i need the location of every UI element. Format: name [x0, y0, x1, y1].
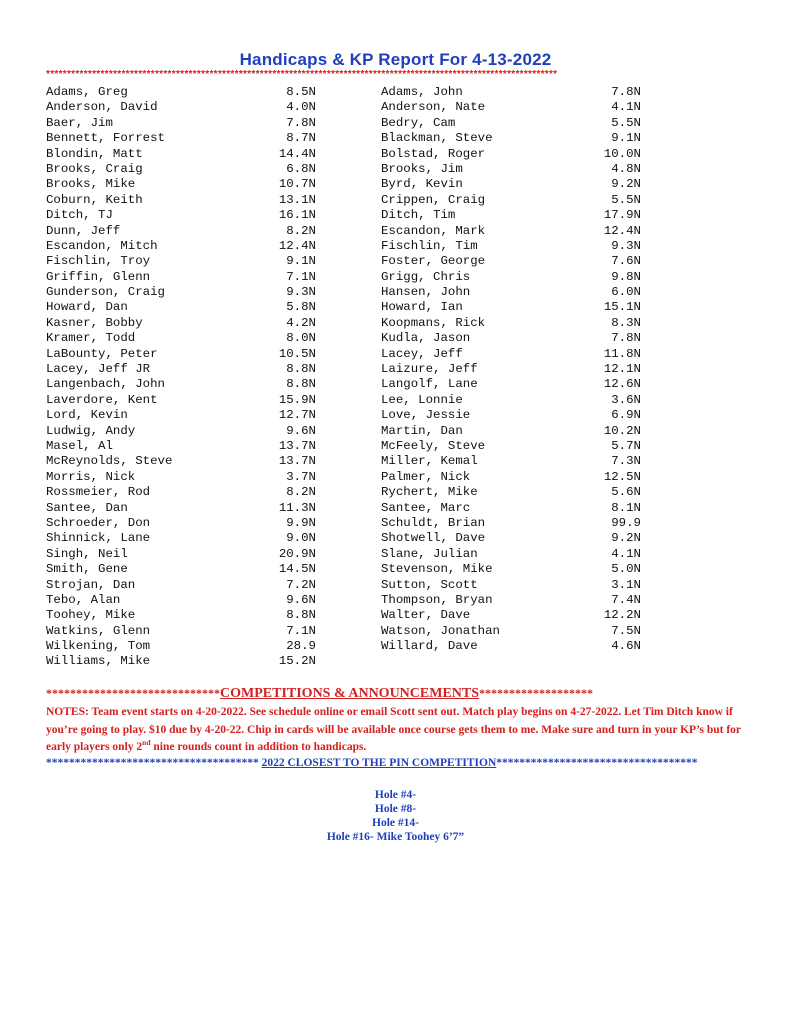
- player-name: Anderson, Nate: [381, 100, 486, 115]
- player-name: Blondin, Matt: [46, 146, 143, 161]
- player-name: Hansen, John: [381, 285, 471, 300]
- player-row: [381, 501, 651, 516]
- player-handicap: 9.2N: [611, 177, 641, 192]
- player-handicap: 5.0N: [611, 562, 641, 577]
- player-row: [46, 470, 316, 485]
- player-row: [46, 639, 316, 654]
- player-row: [381, 547, 651, 562]
- kp-hole-entry: Hole #14-: [372, 817, 419, 829]
- star-divider-top: **************************************************************************************************************************: [46, 69, 558, 80]
- player-name: Tebo, Alan: [46, 592, 121, 607]
- player-name: Singh, Neil: [46, 546, 128, 561]
- player-name: Langenbach, John: [46, 377, 165, 392]
- player-name: Strojan, Dan: [46, 577, 136, 592]
- player-name: Brooks, Craig: [46, 161, 143, 176]
- player-row: [381, 270, 651, 285]
- player-name: Willard, Dave: [381, 639, 478, 654]
- player-row: [46, 608, 316, 623]
- player-name: Lord, Kevin: [46, 408, 128, 423]
- player-handicap: 8.8N: [286, 608, 316, 623]
- player-row: [46, 193, 316, 208]
- player-name: Kramer, Todd: [46, 331, 136, 346]
- player-row: [381, 562, 651, 577]
- player-name: Koopmans, Rick: [381, 315, 486, 330]
- player-row: [46, 147, 316, 162]
- player-row: [381, 254, 651, 269]
- player-row: [46, 362, 316, 377]
- player-handicap: 9.3N: [611, 238, 641, 253]
- player-name: Brooks, Jim: [381, 161, 463, 176]
- player-handicap: 10.7N: [278, 177, 316, 192]
- player-row: [381, 100, 651, 115]
- kp-hole-entry: Hole #4-: [374, 789, 417, 801]
- player-handicap: 12.7N: [278, 408, 316, 423]
- player-name: Howard, Dan: [46, 300, 128, 315]
- player-name: Brooks, Mike: [46, 177, 136, 192]
- player-handicap: 28.9: [286, 639, 316, 654]
- player-name: Grigg, Chris: [381, 269, 471, 284]
- player-row: [46, 578, 316, 593]
- player-handicap: 8.8N: [286, 362, 316, 377]
- player-row: [46, 562, 316, 577]
- player-name: Adams, Greg: [46, 85, 128, 99]
- player-handicap: 9.9N: [286, 515, 316, 530]
- player-row: [46, 485, 316, 500]
- player-name: Baer, Jim: [46, 115, 113, 130]
- player-row: [46, 501, 316, 516]
- player-name: Rossmeier, Rod: [46, 485, 151, 500]
- player-name: Blackman, Steve: [381, 131, 493, 146]
- player-row: [381, 624, 651, 639]
- player-row: [46, 531, 316, 546]
- player-handicap: 5.5N: [611, 192, 641, 207]
- player-handicap: 5.5N: [611, 115, 641, 130]
- player-name: Howard, Ian: [381, 300, 463, 315]
- player-handicap: 7.5N: [611, 623, 641, 638]
- player-name: Slane, Julian: [381, 546, 478, 561]
- player-row: [46, 347, 316, 362]
- player-handicap: 7.6N: [611, 254, 641, 269]
- player-name: Langolf, Lane: [381, 377, 478, 392]
- player-handicap: 4.0N: [286, 100, 316, 115]
- player-handicap: 11.3N: [278, 500, 316, 515]
- player-name: Palmer, Nick: [381, 469, 471, 484]
- player-row: [46, 316, 316, 331]
- player-row: [381, 454, 651, 469]
- player-handicap: 8.8N: [286, 377, 316, 392]
- player-name: Sutton, Scott: [381, 577, 478, 592]
- player-handicap: 9.0N: [286, 531, 316, 546]
- player-name: Lacey, Jeff: [381, 346, 463, 361]
- player-row: [46, 424, 316, 439]
- player-handicap: 10.5N: [278, 346, 316, 361]
- player-handicap: 4.1N: [611, 100, 641, 115]
- player-row: [46, 177, 316, 192]
- player-name: Fischlin, Tim: [381, 238, 478, 253]
- player-name: Thompson, Bryan: [381, 592, 493, 607]
- player-row: [381, 608, 651, 623]
- report-title: Handicaps & KP Report For 4-13-2022: [239, 50, 552, 69]
- player-row: [46, 331, 316, 346]
- player-handicap: 12.5N: [603, 469, 641, 484]
- player-row: [46, 208, 316, 223]
- player-handicap: 12.2N: [603, 608, 641, 623]
- player-handicap: 16.1N: [278, 208, 316, 223]
- player-row: [46, 516, 316, 531]
- player-row: [46, 408, 316, 423]
- player-handicap: 9.2N: [611, 531, 641, 546]
- player-handicap: 7.3N: [611, 454, 641, 469]
- player-row: [381, 516, 651, 531]
- player-handicap: 3.7N: [286, 469, 316, 484]
- player-name: Ditch, Tim: [381, 208, 456, 223]
- player-row: [381, 424, 651, 439]
- player-name: Ditch, TJ: [46, 208, 113, 223]
- player-handicap: 12.4N: [603, 223, 641, 238]
- player-handicap: 4.6N: [611, 639, 641, 654]
- player-handicap: 14.5N: [278, 562, 316, 577]
- player-name: McReynolds, Steve: [46, 454, 173, 469]
- player-row: [381, 208, 651, 223]
- player-name: Gunderson, Craig: [46, 285, 165, 300]
- player-row: [46, 85, 316, 100]
- player-row: [46, 116, 316, 131]
- player-handicap: 7.8N: [611, 331, 641, 346]
- player-row: [46, 224, 316, 239]
- player-name: Rychert, Mike: [381, 485, 478, 500]
- player-handicap: 20.9N: [278, 546, 316, 561]
- kp-competition-header: [46, 756, 766, 771]
- player-name: Shinnick, Lane: [46, 531, 151, 546]
- player-name: Laverdore, Kent: [46, 392, 158, 407]
- player-name: Laizure, Jeff: [381, 362, 478, 377]
- player-row: [46, 300, 316, 315]
- player-row: [381, 300, 651, 315]
- player-row: [381, 408, 651, 423]
- player-row: [381, 393, 651, 408]
- player-row: [381, 116, 651, 131]
- player-row: [381, 285, 651, 300]
- player-handicap: 4.8N: [611, 161, 641, 176]
- player-handicap: 9.3N: [286, 285, 316, 300]
- player-row: [46, 624, 316, 639]
- player-name: Bedry, Cam: [381, 115, 456, 130]
- player-name: Schroeder, Don: [46, 515, 151, 530]
- notes-text-part-2: nine rounds count in addition to handicaps.: [150, 741, 367, 753]
- player-handicap: 15.9N: [278, 392, 316, 407]
- player-name: Love, Jessie: [381, 408, 471, 423]
- player-name: Stevenson, Mike: [381, 562, 493, 577]
- kp-hole-entry: Hole #16- Mike Toohey 6’7”: [326, 831, 465, 843]
- player-row: [381, 147, 651, 162]
- player-name: Watson, Jonathan: [381, 623, 500, 638]
- player-handicap: 7.1N: [286, 269, 316, 284]
- player-name: Foster, George: [381, 254, 486, 269]
- player-row: [46, 254, 316, 269]
- player-row: [381, 485, 651, 500]
- player-handicap: 13.7N: [278, 454, 316, 469]
- player-row: [46, 439, 316, 454]
- player-name: Miller, Kemal: [381, 454, 478, 469]
- player-row: [46, 593, 316, 608]
- player-name: McFeely, Steve: [381, 438, 486, 453]
- player-name: Coburn, Keith: [46, 192, 143, 207]
- kp-stars-right: ***********************************: [496, 757, 698, 769]
- player-handicap: 7.2N: [286, 577, 316, 592]
- player-row: [46, 100, 316, 115]
- kp-stars-left: *************************************: [46, 757, 259, 769]
- player-name: Shotwell, Dave: [381, 531, 486, 546]
- player-handicap: 10.0N: [603, 146, 641, 161]
- player-name: Lee, Lonnie: [381, 392, 463, 407]
- player-name: Smith, Gene: [46, 562, 128, 577]
- player-name: Santee, Dan: [46, 500, 128, 515]
- player-handicap: 8.3N: [611, 315, 641, 330]
- player-handicap: 9.1N: [286, 254, 316, 269]
- player-row: [46, 377, 316, 392]
- player-name: Crippen, Craig: [381, 192, 486, 207]
- player-name: Watkins, Glenn: [46, 623, 151, 638]
- player-row: [46, 454, 316, 469]
- player-handicap: 4.1N: [611, 546, 641, 561]
- player-handicap: 15.1N: [603, 300, 641, 315]
- player-name: Bolstad, Roger: [381, 146, 486, 161]
- player-row: [381, 162, 651, 177]
- player-handicap: 7.4N: [611, 592, 641, 607]
- handicap-list-left: [46, 85, 316, 670]
- player-row: [381, 531, 651, 546]
- notes-text-part-1: NOTES: Team event starts on 4-20-2022. See schedule online or email Scott sent out. Match play begins on 4-27-2022. Let Tim Ditch know if you’re going to play. $10 due by 4-20-22. Chip in cards will be available once course gets them to me. Make sure and turn in your KP’s but for early players only 2: [46, 706, 741, 753]
- player-row: [46, 270, 316, 285]
- player-row: [46, 393, 316, 408]
- notes-paragraph: [46, 704, 761, 757]
- player-name: Byrd, Kevin: [381, 177, 463, 192]
- player-row: [381, 362, 651, 377]
- player-handicap: 8.7N: [286, 131, 316, 146]
- player-name: Kudla, Jason: [381, 331, 471, 346]
- player-row: [381, 85, 651, 100]
- competitions-header: [46, 686, 766, 701]
- player-handicap: 7.8N: [286, 115, 316, 130]
- player-handicap: 3.1N: [611, 577, 641, 592]
- player-row: [46, 547, 316, 562]
- notes-superscript: nd: [142, 738, 151, 748]
- player-handicap: 8.5N: [286, 85, 316, 99]
- player-row: [381, 593, 651, 608]
- player-handicap: 15.2N: [278, 654, 316, 669]
- player-handicap: 6.9N: [611, 408, 641, 423]
- player-handicap: 6.0N: [611, 285, 641, 300]
- player-name: Griffin, Glenn: [46, 269, 151, 284]
- player-row: [381, 439, 651, 454]
- player-name: Adams, John: [381, 85, 463, 99]
- kp-hole-entry: Hole #8-: [374, 803, 417, 815]
- player-name: Wilkening, Tom: [46, 639, 151, 654]
- player-name: Walter, Dave: [381, 608, 471, 623]
- competitions-heading: COMPETITIONS & ANNOUNCEMENTS: [220, 686, 480, 701]
- player-name: Schuldt, Brian: [381, 515, 486, 530]
- player-name: Bennett, Forrest: [46, 131, 165, 146]
- player-row: [46, 239, 316, 254]
- player-handicap: 13.1N: [278, 192, 316, 207]
- player-handicap: 5.8N: [286, 300, 316, 315]
- player-row: [381, 316, 651, 331]
- player-row: [46, 162, 316, 177]
- player-row: [381, 578, 651, 593]
- player-handicap: 8.1N: [611, 500, 641, 515]
- player-handicap: 99.9: [611, 515, 641, 530]
- player-name: Anderson, David: [46, 100, 158, 115]
- player-handicap: 8.2N: [286, 223, 316, 238]
- competitions-stars-right: *******************: [479, 686, 594, 700]
- player-row: [381, 639, 651, 654]
- player-name: Escandon, Mitch: [46, 238, 158, 253]
- player-handicap: 6.8N: [286, 161, 316, 176]
- player-row: [46, 654, 316, 669]
- player-name: Williams, Mike: [46, 654, 151, 669]
- player-handicap: 5.7N: [611, 438, 641, 453]
- player-handicap: 4.2N: [286, 315, 316, 330]
- player-name: Fischlin, Troy: [46, 254, 151, 269]
- player-handicap: 17.9N: [603, 208, 641, 223]
- player-row: [381, 239, 651, 254]
- player-name: Morris, Nick: [46, 469, 136, 484]
- player-handicap: 8.2N: [286, 485, 316, 500]
- player-handicap: 9.1N: [611, 131, 641, 146]
- player-name: Martin, Dan: [381, 423, 463, 438]
- player-name: Kasner, Bobby: [46, 315, 143, 330]
- player-handicap: 8.0N: [286, 331, 316, 346]
- player-name: Santee, Marc: [381, 500, 471, 515]
- player-row: [381, 331, 651, 346]
- player-handicap: 9.6N: [286, 423, 316, 438]
- player-name: Masel, Al: [46, 438, 113, 453]
- player-name: Dunn, Jeff: [46, 223, 121, 238]
- handicap-list-right: [381, 85, 651, 654]
- player-row: [46, 131, 316, 146]
- player-handicap: 7.1N: [286, 623, 316, 638]
- player-row: [381, 224, 651, 239]
- player-row: [381, 377, 651, 392]
- player-name: Escandon, Mark: [381, 223, 486, 238]
- player-name: Toohey, Mike: [46, 608, 136, 623]
- player-handicap: 11.8N: [603, 346, 641, 361]
- player-name: Lacey, Jeff JR: [46, 362, 151, 377]
- player-name: Ludwig, Andy: [46, 423, 136, 438]
- player-row: [381, 177, 651, 192]
- player-handicap: 3.6N: [611, 392, 641, 407]
- player-row: [381, 470, 651, 485]
- player-handicap: 5.6N: [611, 485, 641, 500]
- kp-holes-list: [0, 788, 791, 844]
- player-row: [381, 193, 651, 208]
- player-handicap: 14.4N: [278, 146, 316, 161]
- player-row: [381, 347, 651, 362]
- player-handicap: 10.2N: [603, 423, 641, 438]
- player-row: [381, 131, 651, 146]
- competitions-stars-left: *****************************: [46, 686, 220, 700]
- player-handicap: 9.8N: [611, 269, 641, 284]
- player-row: [46, 285, 316, 300]
- player-handicap: 12.4N: [278, 238, 316, 253]
- player-handicap: 12.1N: [603, 362, 641, 377]
- kp-heading: 2022 CLOSEST TO THE PIN COMPETITION: [261, 757, 497, 769]
- player-handicap: 13.7N: [278, 438, 316, 453]
- player-handicap: 7.8N: [611, 85, 641, 99]
- player-handicap: 9.6N: [286, 592, 316, 607]
- player-handicap: 12.6N: [603, 377, 641, 392]
- player-name: LaBounty, Peter: [46, 346, 158, 361]
